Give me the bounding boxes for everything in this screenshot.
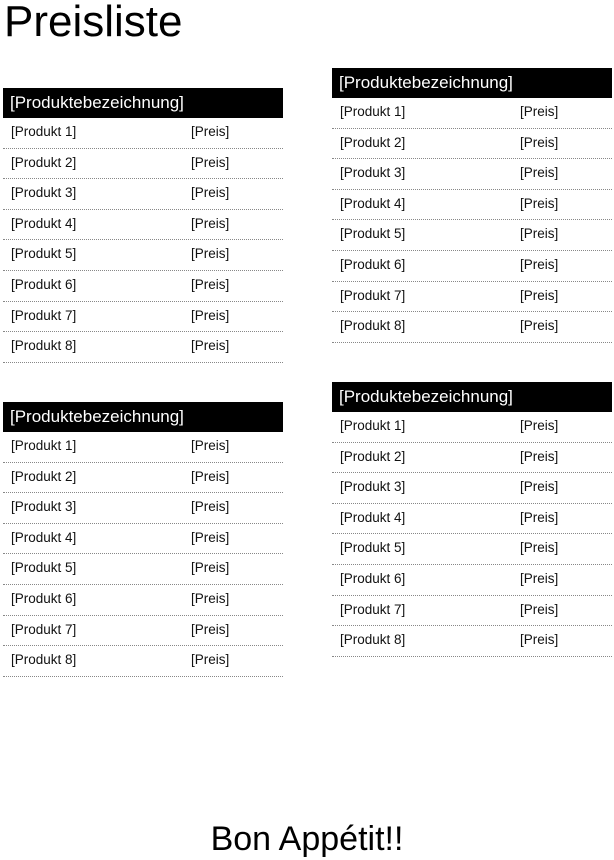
list-item — [3, 493, 283, 524]
price-section — [332, 68, 612, 343]
product-price: [Preis] — [520, 540, 559, 556]
section-header: [Produktebezeichnung] — [3, 88, 283, 118]
product-name: [Produkt 3] — [11, 499, 77, 515]
product-price: [Preis] — [520, 226, 559, 242]
product-price: [Preis] — [191, 560, 230, 576]
product-name: [Produkt 6] — [340, 570, 406, 586]
list-item — [3, 118, 283, 149]
product-price: [Preis] — [520, 287, 559, 303]
product-price: [Preis] — [520, 195, 559, 211]
product-price: [Preis] — [191, 529, 230, 545]
list-item — [3, 432, 283, 463]
product-price: [Preis] — [520, 134, 559, 150]
product-price: [Preis] — [520, 632, 559, 648]
product-name: [Produkt 4] — [340, 195, 406, 211]
list-item — [3, 302, 283, 333]
product-price: [Preis] — [191, 124, 230, 139]
price-section — [3, 402, 283, 677]
product-name: [Produkt 3] — [340, 165, 406, 181]
product-price: [Preis] — [520, 448, 559, 464]
product-price: [Preis] — [520, 601, 559, 617]
product-price: [Preis] — [191, 652, 230, 668]
list-item — [3, 179, 283, 210]
section-header: [Produktebezeichnung] — [332, 68, 612, 98]
product-name: [Produkt 1] — [340, 104, 406, 119]
list-item — [3, 585, 283, 616]
product-name: [Produkt 3] — [11, 185, 77, 201]
product-name: [Produkt 8] — [340, 318, 406, 334]
product-price: [Preis] — [191, 468, 230, 484]
list-item — [332, 473, 612, 504]
list-item — [332, 504, 612, 535]
list-item — [332, 129, 612, 160]
product-name: [Produkt 6] — [340, 256, 406, 272]
footer-text: Bon Appétit!! — [210, 820, 404, 858]
list-item — [3, 524, 283, 555]
list-item — [3, 616, 283, 647]
product-price: [Preis] — [191, 276, 230, 292]
product-price: [Preis] — [191, 307, 230, 323]
product-price: [Preis] — [191, 246, 230, 262]
list-item — [332, 312, 612, 343]
product-name: [Produkt 5] — [340, 540, 406, 556]
list-item — [3, 554, 283, 585]
product-name: [Produkt 8] — [11, 652, 77, 668]
price-section — [332, 382, 612, 657]
product-price: [Preis] — [191, 438, 230, 453]
list-item — [332, 282, 612, 313]
product-price: [Preis] — [520, 509, 559, 525]
section-items — [332, 412, 612, 657]
list-item — [332, 190, 612, 221]
product-name: [Produkt 8] — [340, 632, 406, 648]
product-name: [Produkt 7] — [340, 601, 406, 617]
product-name: [Produkt 1] — [340, 418, 406, 433]
product-name: [Produkt 4] — [11, 215, 77, 231]
product-name: [Produkt 5] — [340, 226, 406, 242]
product-price: [Preis] — [520, 479, 559, 495]
product-name: [Produkt 3] — [340, 479, 406, 495]
product-price: [Preis] — [520, 165, 559, 181]
product-name: [Produkt 8] — [11, 338, 77, 354]
section-items — [3, 118, 283, 363]
product-name: [Produkt 4] — [11, 529, 77, 545]
section-items — [3, 432, 283, 677]
list-item — [332, 412, 612, 443]
product-name: [Produkt 2] — [11, 468, 77, 484]
product-name: [Produkt 2] — [340, 134, 406, 150]
product-price: [Preis] — [191, 154, 230, 170]
product-price: [Preis] — [191, 215, 230, 231]
list-item — [3, 149, 283, 180]
list-item — [332, 596, 612, 627]
list-item — [3, 332, 283, 363]
product-price: [Preis] — [520, 418, 559, 433]
list-item — [332, 534, 612, 565]
product-name: [Produkt 2] — [340, 448, 406, 464]
product-name: [Produkt 7] — [340, 287, 406, 303]
section-header: [Produktebezeichnung] — [332, 382, 612, 412]
product-price: [Preis] — [191, 590, 230, 606]
list-item — [3, 463, 283, 494]
list-item — [3, 271, 283, 302]
list-item — [332, 565, 612, 596]
product-name: [Produkt 6] — [11, 276, 77, 292]
product-price: [Preis] — [191, 185, 230, 201]
list-item — [332, 626, 612, 657]
product-name: [Produkt 6] — [11, 590, 77, 606]
product-price: [Preis] — [520, 570, 559, 586]
product-price: [Preis] — [520, 256, 559, 272]
page-title: Preisliste — [4, 0, 183, 46]
list-item — [332, 220, 612, 251]
product-name: [Produkt 2] — [11, 154, 77, 170]
list-item — [3, 210, 283, 241]
list-item — [3, 646, 283, 677]
list-item — [3, 240, 283, 271]
product-name: [Produkt 1] — [11, 438, 77, 453]
list-item — [332, 251, 612, 282]
product-price: [Preis] — [520, 318, 559, 334]
product-price: [Preis] — [191, 499, 230, 515]
product-name: [Produkt 1] — [11, 124, 77, 139]
price-section — [3, 88, 283, 363]
product-price: [Preis] — [520, 104, 559, 119]
section-header: [Produktebezeichnung] — [3, 402, 283, 432]
list-item — [332, 98, 612, 129]
product-name: [Produkt 5] — [11, 246, 77, 262]
product-price: [Preis] — [191, 621, 230, 637]
product-name: [Produkt 4] — [340, 509, 406, 525]
product-name: [Produkt 7] — [11, 307, 77, 323]
list-item — [332, 159, 612, 190]
section-items — [332, 98, 612, 343]
product-name: [Produkt 7] — [11, 621, 77, 637]
product-name: [Produkt 5] — [11, 560, 77, 576]
product-price: [Preis] — [191, 338, 230, 354]
list-item — [332, 443, 612, 474]
